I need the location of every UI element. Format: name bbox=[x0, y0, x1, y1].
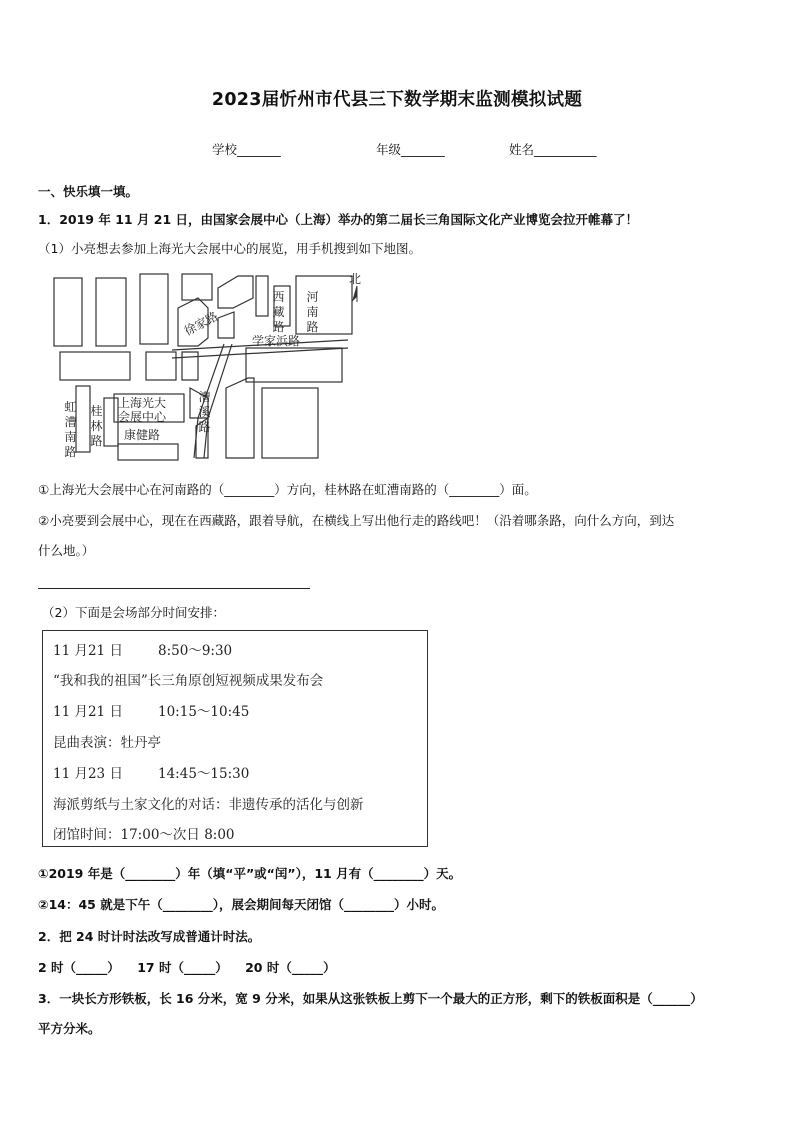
schedule-event: 海派剪纸与土家文化的对话：非遗传承的活化与创新 bbox=[53, 797, 364, 813]
grade-field[interactable]: 年级_______ bbox=[376, 142, 445, 157]
question-3-line-2: 平方分米。 bbox=[38, 1021, 101, 1036]
north-label: 北 bbox=[349, 272, 362, 286]
map-center-label-line-2: 会展中心 bbox=[118, 410, 167, 424]
road-label-henan: 河南路 bbox=[306, 290, 319, 334]
question-2-items: 2 时（_____） 17 时（_____） 20 时（_____） bbox=[38, 960, 336, 975]
schedule-date: 11 月21 日 bbox=[53, 643, 123, 659]
schedule-time: 10:15～10:45 bbox=[158, 704, 250, 720]
road-label-hongcaonan: 虹漕南路 bbox=[64, 400, 77, 459]
road-label-guilin: 桂林路 bbox=[90, 404, 103, 448]
schedule-time: 14:45～15:30 bbox=[158, 766, 250, 782]
road-label-xuejia: 学家浜路 bbox=[252, 334, 301, 348]
section-heading: 一、快乐填一填。 bbox=[38, 184, 139, 199]
schedule-time: 8:50～9:30 bbox=[158, 643, 233, 659]
answer-line[interactable] bbox=[38, 588, 310, 589]
road-label-xizang: 西藏路 bbox=[272, 290, 285, 334]
schedule-box bbox=[42, 630, 428, 847]
road-label-xujia: 徐家路 bbox=[182, 309, 221, 339]
question-1-sub-3: ①2019 年是（________）年（填“平”或“闰”），11 月有（________）天。 bbox=[38, 866, 462, 881]
schedule-date: 11 月21 日 bbox=[53, 704, 123, 720]
schedule-closing-time: 闭馆时间：17:00～次日 8:00 bbox=[53, 827, 235, 843]
schedule-event: 昆曲表演：牡丹亭 bbox=[53, 735, 161, 751]
question-1-sub-2-line-2: 什么地。） bbox=[38, 543, 95, 558]
question-3-line-1: 3．一块长方形铁板，长 16 分米，宽 9 分米，如果从这张铁板上剪下一个最大的正方形，剩下的铁板面积是（______） bbox=[38, 991, 703, 1006]
road-label-kangjian: 康健路 bbox=[124, 428, 161, 442]
question-1-sub-1: ①上海光大会展中心在河南路的（________）方向，桂林路在虹漕南路的（________）面。 bbox=[38, 482, 537, 497]
street-map bbox=[48, 268, 362, 468]
map-center-label-line-1: 上海光大 bbox=[118, 396, 167, 410]
page-title: 2023届忻州市代县三下数学期末监测模拟试题 bbox=[211, 90, 583, 110]
schedule-event: “我和我的祖国”长三角原创短视频成果发布会 bbox=[53, 673, 324, 689]
schedule-date: 11 月23 日 bbox=[53, 766, 123, 782]
question-1-part-2: （2）下面是会场部分时间安排： bbox=[42, 605, 225, 620]
question-1-sub-4: ②14：45 就是下午（________），展会期间每天闭馆（________）小时。 bbox=[38, 897, 444, 912]
question-1-sub-2-line-1: ②小亮要到会展中心，现在在西藏路，跟着导航，在横线上写出他行走的路线吧！（沿着哪条路，向什么方向，到达 bbox=[38, 513, 675, 528]
name-field[interactable]: 姓名__________ bbox=[509, 142, 597, 157]
schedule-row bbox=[53, 762, 250, 782]
schedule-row bbox=[53, 700, 250, 720]
question-1-part-1: （1）小亮想去参加上海光大会展中心的展览，用手机搜到如下地图。 bbox=[38, 241, 421, 256]
school-field[interactable]: 学校_______ bbox=[212, 142, 281, 157]
question-2-stem: 2．把 24 时计时法改写成普通计时法。 bbox=[38, 929, 261, 944]
question-1-stem: 1．2019 年 11 月 21 日，由国家会展中心（上海）举办的第二届长三角国际文化产业博览会拉开帷幕了！ bbox=[38, 212, 639, 227]
schedule-row bbox=[53, 639, 233, 659]
road-label-caoxi: 漕溪路 bbox=[198, 390, 211, 434]
